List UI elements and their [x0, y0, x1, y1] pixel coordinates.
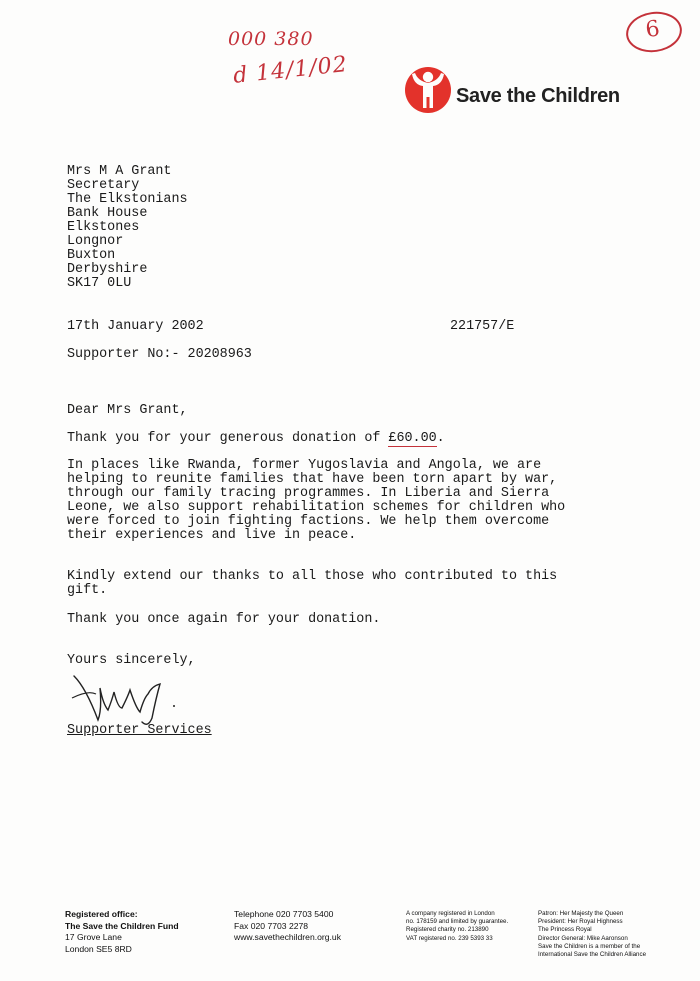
circled-number-text: 6 — [643, 16, 662, 44]
closing: Yours sincerely, — [67, 653, 196, 668]
office-heading: Registered office: — [65, 909, 138, 919]
address-line: Bank House — [67, 206, 148, 221]
signatory: Supporter Services — [67, 723, 212, 738]
address-line: Mrs M A Grant — [67, 164, 172, 179]
brand-logo — [404, 64, 664, 116]
address-line: Derbyshire — [67, 262, 148, 277]
recipient-address — [67, 165, 188, 291]
patron-line: President: Her Royal Highness — [538, 918, 623, 926]
letter-date: 17th January 2002 — [67, 319, 204, 334]
address-line: Longnor — [67, 234, 124, 249]
save-the-children-logo-icon — [404, 64, 452, 114]
donation-amount: £60.00 — [388, 431, 437, 446]
website-link[interactable]: www.savethechildren.org.uk — [234, 932, 341, 942]
salutation: Dear Mrs Grant, — [67, 403, 188, 418]
office-city: London SE5 8RD — [65, 943, 132, 954]
address-line: Elkstones — [67, 220, 140, 235]
patron-line: Patron: Her Majesty the Queen — [538, 910, 624, 917]
paragraph-line: through our family tracing programmes. In Liberia and Sierra — [67, 486, 550, 501]
paragraph-line: were forced to join fighting factions. We help them overcome — [67, 514, 550, 529]
legal-line: no. 178159 and limited by guarantee. — [406, 918, 509, 926]
brand-name: Save the Children — [456, 85, 620, 107]
footer-legal — [406, 910, 508, 943]
handwritten-date-note: d 14/1/02 — [232, 51, 349, 89]
patron-line: Director General: Mike Aaronson — [538, 934, 628, 942]
paragraph-line: Kindly extend our thanks to all those who contributed to this — [67, 569, 558, 584]
paragraph-line: their experiences and live in peace. — [67, 528, 357, 543]
circled-number — [623, 8, 684, 55]
paragraph-line: Leone, we also support rehabilitation schemes for children who — [67, 500, 566, 515]
paragraph-thanks-contributors — [67, 570, 557, 598]
legal-line: VAT registered no. 239 5393 33 — [406, 934, 493, 942]
address-line: Buxton — [67, 248, 116, 263]
legal-line: Registered charity no. 213890 — [406, 926, 489, 934]
thanks-line — [67, 432, 445, 446]
paragraph-line: In places like Rwanda, former Yugoslavia and Angola, we are — [67, 458, 542, 473]
legal-line: A company registered in London — [406, 910, 495, 917]
supporter-number: Supporter No:- 20208963 — [67, 347, 252, 362]
office-street: 17 Grove Lane — [65, 932, 122, 942]
address-line: Secretary — [67, 178, 140, 193]
patron-line: The Princess Royal — [538, 926, 592, 934]
letter-reference: 221757/E — [450, 319, 515, 334]
paragraph-rwanda — [67, 459, 565, 543]
thanks-suffix: . — [436, 431, 445, 446]
office-name: The Save the Children Fund — [65, 920, 179, 931]
handwritten-ref-number: 000 380 — [228, 28, 314, 50]
footer-contact — [234, 909, 341, 944]
address-line: The Elkstonians — [67, 192, 188, 207]
footer-patrons — [538, 910, 646, 959]
signature — [68, 668, 188, 728]
patron-line: Save the Children is a member of the — [538, 942, 641, 950]
patron-line: International Save the Children Alliance — [538, 951, 647, 959]
thanks-prefix: Thank you for your generous donation of — [67, 431, 389, 446]
address-line: SK17 0LU — [67, 276, 132, 291]
paragraph-final-thanks: Thank you once again for your donation. — [67, 612, 381, 627]
paragraph-line: gift. — [67, 583, 108, 598]
paragraph-line: helping to reunite families that have been torn apart by war, — [67, 472, 558, 487]
fax: Fax 020 7703 2278 — [234, 920, 309, 931]
footer-registered-office — [65, 909, 179, 955]
telephone: Telephone 020 7703 5400 — [234, 909, 334, 919]
